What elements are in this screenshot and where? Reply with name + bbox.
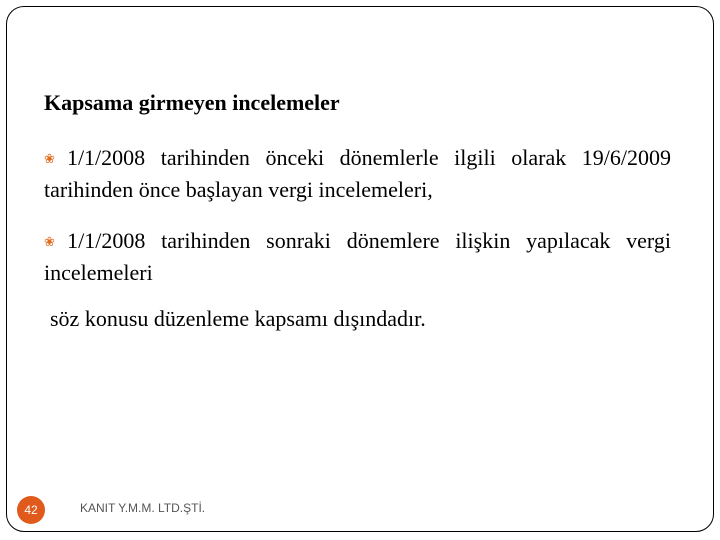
ornamental-bullet-icon: ❀ — [44, 234, 66, 249]
closing-note: söz konusu düzenleme kapsamı dışındadır. — [50, 306, 426, 331]
bullet-item-2 — [44, 226, 671, 287]
bullet-item-1 — [44, 143, 671, 204]
footer-company-name: KANIT Y.M.M. LTD.ŞTİ. — [80, 501, 206, 515]
slide-heading: Kapsama girmeyen incelemeler — [44, 90, 340, 115]
bullet-text-1: 1/1/2008 tarihinden önceki dönemlerle ilgili olarak 19/6/2009 tarihinden önce başlayan vergi incelemeleri, — [44, 145, 671, 202]
page-number-badge — [17, 496, 45, 524]
bullet-text-2: 1/1/2008 tarihinden sonraki dönemlere ilişkin yapılacak vergi incelemeleri — [44, 228, 671, 285]
page-number: 42 — [24, 503, 38, 517]
ornamental-bullet-icon: ❀ — [44, 151, 65, 166]
